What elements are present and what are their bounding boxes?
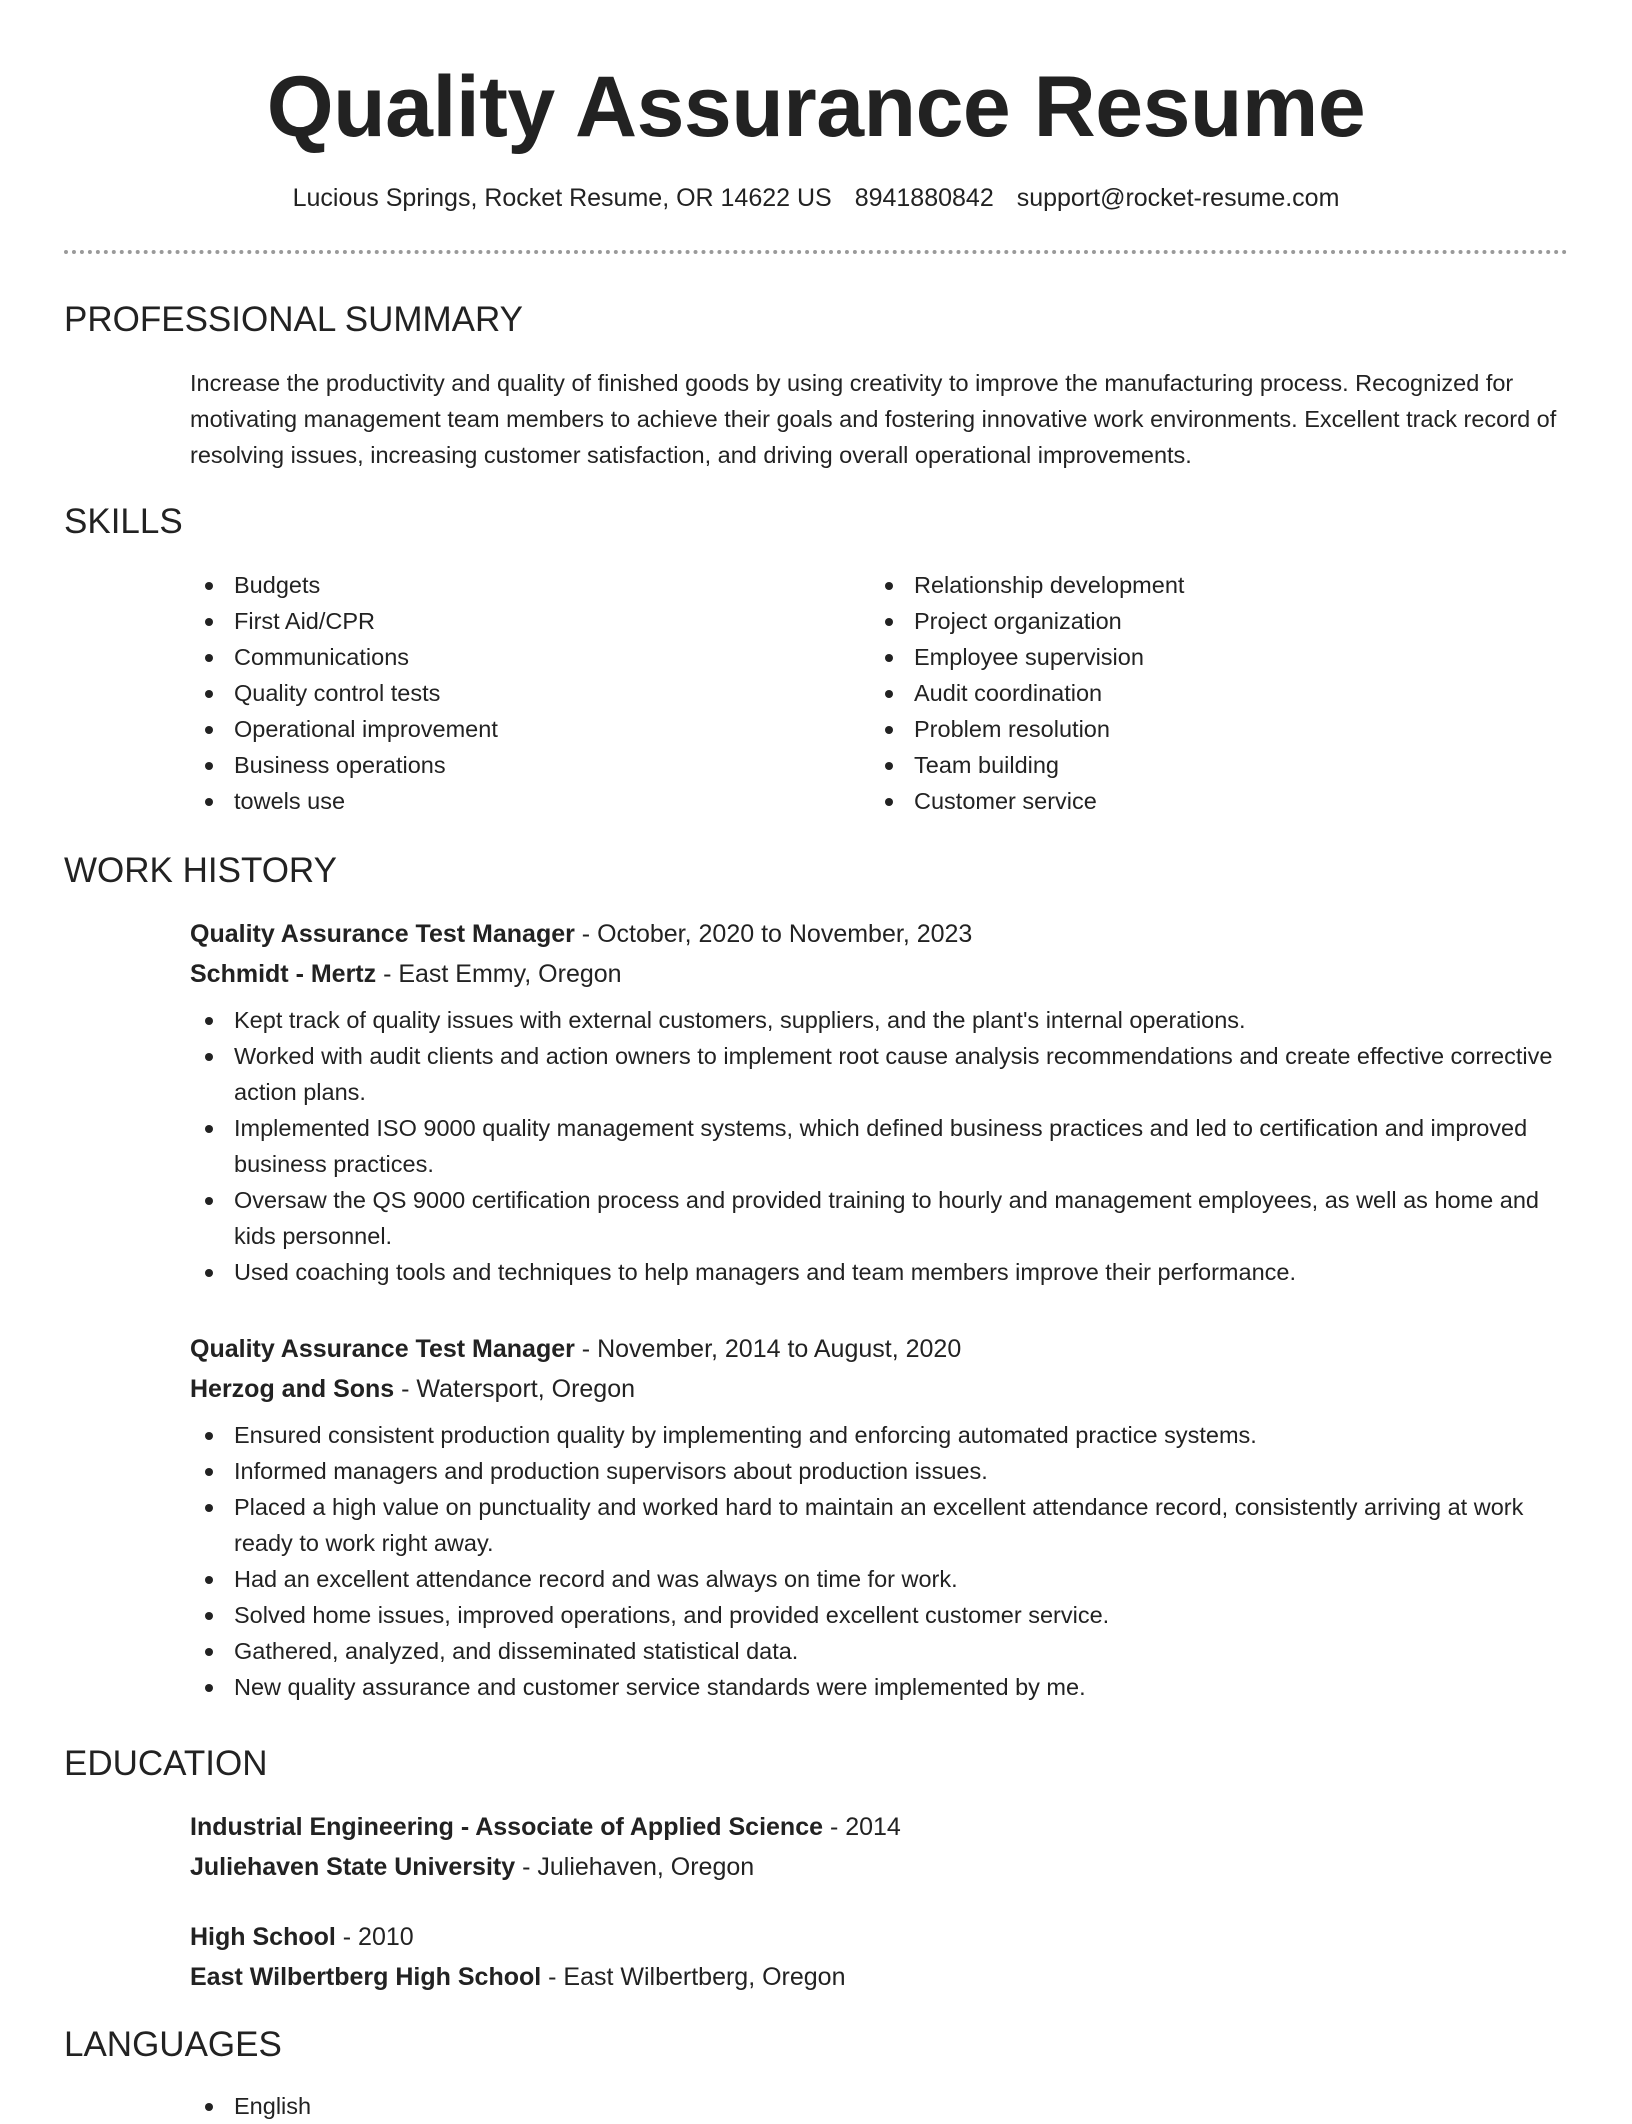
list-item: Operational improvement [190,711,850,747]
education-school: East Wilbertberg High School [190,1963,542,1991]
list-item: Ensured consistent production quality by implementing and enforcing automated practice systems. [190,1417,1570,1453]
list-item: Team building [870,747,1530,783]
contact-line [0,180,1632,216]
languages-list [190,2088,850,2124]
job-dates: - October, 2020 to November, 2023 [574,920,973,948]
list-item: New quality assurance and customer service standards were implemented by me. [190,1669,1570,1705]
resume-title: Quality Assurance Resume [266,59,1366,155]
languages-block [190,2088,850,2124]
skills-column-right [870,567,1530,819]
list-item: Relationship development [870,567,1530,603]
job-company: Herzog and Sons [190,1375,395,1403]
education-school-line [190,1847,1570,1887]
education-school: Juliehaven State University [190,1853,516,1881]
job-company: Schmidt - Mertz [190,960,377,988]
contact-phone: 8941880842 [854,184,994,212]
list-item: Employee supervision [870,639,1530,675]
header-divider [64,250,1568,254]
education-school-line [190,1957,1570,1997]
list-item: Oversaw the QS 9000 certification process and provided training to hourly and management employees, as well as home and kids personnel. [190,1182,1570,1254]
summary-text [190,365,1570,473]
education-heading: EDUCATION [64,1744,268,1783]
skills-column-left [190,567,850,819]
summary-heading: PROFESSIONAL SUMMARY [64,300,523,339]
education-degree: High School [190,1923,336,1951]
job-duties-list [190,1417,1570,1705]
list-item: Implemented ISO 9000 quality management systems, which defined business practices and led to certification and improved business practices. [190,1110,1570,1182]
list-item: First Aid/CPR [190,603,850,639]
job-title-line [190,914,1570,954]
skills-list-left [190,567,850,819]
languages-heading: LANGUAGES [64,2025,282,2064]
job-title: Quality Assurance Test Manager [190,920,575,948]
list-item: Gathered, analyzed, and disseminated statistical data. [190,1633,1570,1669]
list-item: Audit coordination [870,675,1530,711]
list-item: Used coaching tools and techniques to help managers and team members improve their performance. [190,1254,1570,1290]
list-item: Worked with audit clients and action owners to implement root cause analysis recommendations and create effective corrective action plans. [190,1038,1570,1110]
job-entry [190,1329,1570,1705]
job-location: - Watersport, Oregon [394,1375,636,1403]
list-item: Customer service [870,783,1530,819]
job-duties-list [190,1002,1570,1290]
job-title-line [190,1329,1570,1369]
education-year: - 2010 [335,1923,414,1951]
job-company-line [190,954,1570,994]
list-item: Had an excellent attendance record and was always on time for work. [190,1561,1570,1597]
list-item: Project organization [870,603,1530,639]
list-item: Solved home issues, improved operations, and provided excellent customer service. [190,1597,1570,1633]
list-item: Business operations [190,747,850,783]
job-entry [190,914,1570,1290]
skills-heading: SKILLS [64,502,183,541]
list-item: Placed a high value on punctuality and worked hard to maintain an excellent attendance record, consistently arriving at work ready to work right away. [190,1489,1570,1561]
job-title: Quality Assurance Test Manager [190,1335,575,1363]
education-degree: Industrial Engineering - Associate of Applied Science [190,1813,823,1841]
education-year: - 2014 [823,1813,901,1841]
contact-address: Lucious Springs, Rocket Resume, OR 14622 US [292,184,832,212]
list-item: Communications [190,639,850,675]
list-item: Quality control tests [190,675,850,711]
list-item: Budgets [190,567,850,603]
list-item: towels use [190,783,850,819]
education-location: - Juliehaven, Oregon [515,1853,755,1881]
list-item: Informed managers and production supervisors about production issues. [190,1453,1570,1489]
job-company-line [190,1369,1570,1409]
education-degree-line [190,1807,1570,1847]
education-degree-line [190,1917,1570,1957]
summary-paragraph: Increase the productivity and quality of finished goods by using creativity to improve the manufacturing process. Recognized for motivating management team members to achieve their goals and fostering innovative work environments. Excellent track record of resolving issues, increasing customer satisfaction, and driving overall operational improvements. [190,370,1557,468]
list-item: Problem resolution [870,711,1530,747]
job-location: - East Emmy, Oregon [376,960,622,988]
education-entry [190,1917,1570,1997]
job-dates: - November, 2014 to August, 2020 [574,1335,962,1363]
skills-list-right [870,567,1530,819]
work-heading: WORK HISTORY [64,851,337,890]
education-location: - East Wilbertberg, Oregon [541,1963,846,1991]
list-item: Kept track of quality issues with external customers, suppliers, and the plant's internal operations. [190,1002,1570,1038]
list-item: English [190,2088,850,2124]
education-entry [190,1807,1570,1887]
contact-email: support@rocket-resume.com [1016,184,1340,212]
